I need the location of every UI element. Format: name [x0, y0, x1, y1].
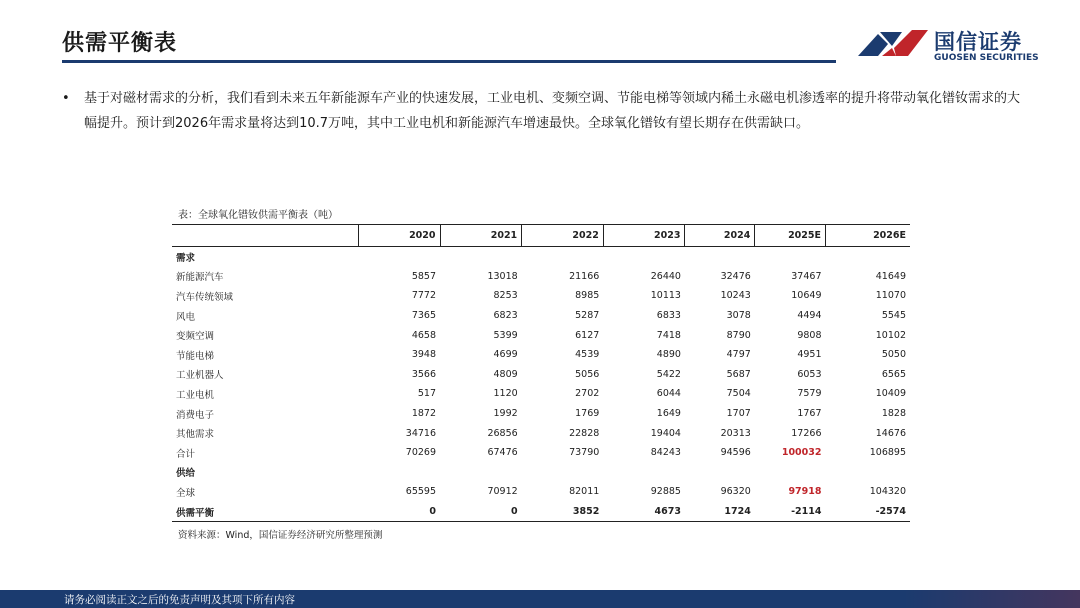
table-cell: 26440 [650, 270, 681, 282]
year-header-2020: 2020 [358, 225, 440, 247]
row-label: 变频空调 [176, 331, 215, 343]
table-cell: 9808 [797, 329, 822, 341]
table-cell: 10409 [875, 388, 906, 400]
summary-text: 基于对磁材需求的分析，我们看到未来五年新能源车产业的快速发展，工业电机、变频空调、节能电梯等领域内稀土永磁电机渗透率的提升将带动氧化镨钕需求的大幅提升。预计到2026年需求量将达到10.7万吨，其中工业电机和新能源汽车增速最快。全球氧化镨钕有望长期存在供需缺口。 [84, 91, 1021, 131]
table-cell: 97918 [788, 486, 822, 498]
table-row-total [172, 443, 910, 463]
row-label: 风电 [176, 311, 196, 323]
row-label: 其他需求 [176, 429, 215, 441]
table-cell: 5399 [493, 329, 518, 341]
table-cell: 10102 [875, 329, 906, 341]
table-cell: 4539 [575, 349, 600, 361]
table-cell: 7365 [411, 310, 437, 322]
table-cell: 65595 [405, 486, 437, 498]
year-header-2026e: 2026E [826, 225, 911, 247]
table-cell: 10243 [720, 290, 751, 302]
row-label: 工业机器人 [176, 370, 224, 382]
table-cell: 6833 [656, 310, 681, 322]
table-cell: 3948 [411, 349, 437, 361]
table-cell: 1724 [685, 502, 755, 522]
table-cell: 3852 [522, 502, 604, 522]
table-cell: 1992 [493, 408, 518, 420]
table-cell: 5056 [575, 368, 600, 380]
row-label: 新能源汽车 [176, 272, 224, 284]
table-cell: 92885 [650, 486, 681, 498]
table-cell: 5287 [575, 310, 600, 322]
table-cell: 8985 [575, 290, 600, 302]
table-cell: 11070 [875, 290, 906, 302]
row-label: 工业电机 [176, 389, 215, 401]
table-cell: 1707 [726, 408, 751, 420]
row-label: 供需平衡 [172, 502, 358, 522]
section-label: 需求 [176, 252, 196, 264]
page-title: 供需平衡表 [62, 31, 178, 56]
table-cell: 70269 [405, 447, 437, 459]
table-cell: 6053 [797, 368, 822, 380]
table-cell: 94596 [720, 447, 751, 459]
table-cell: 34716 [405, 427, 437, 439]
table-row [172, 286, 910, 306]
table-cell: 19404 [650, 427, 681, 439]
year-header-2025e: 2025E [755, 225, 826, 247]
table-cell: 7579 [797, 388, 822, 400]
year-header-2022: 2022 [522, 225, 604, 247]
table-cell: 14676 [875, 427, 906, 439]
table-cell: 5857 [411, 270, 437, 282]
section-row-supply [172, 463, 910, 483]
company-logo [856, 22, 1056, 68]
table-cell: 22828 [569, 427, 600, 439]
table-cell: 21166 [569, 270, 600, 282]
table-cell: 4809 [493, 368, 518, 380]
table-row [172, 365, 910, 385]
table-header-row [172, 225, 910, 247]
table-cell: 41649 [875, 270, 906, 282]
table-cell: 0 [358, 502, 440, 522]
table-cell: 20313 [720, 427, 751, 439]
logo-text-en: GUOSEN SECURITIES [934, 53, 1039, 63]
table-cell: 70912 [487, 486, 518, 498]
table-cell: 6823 [493, 310, 518, 322]
table-cell: 2702 [575, 388, 600, 400]
table-cell: 1769 [575, 408, 600, 420]
table-cell: 17266 [791, 427, 822, 439]
table-row [172, 306, 910, 326]
year-header-2023: 2023 [603, 225, 685, 247]
guosen-logo-icon [856, 26, 930, 64]
row-label: 全球 [176, 487, 196, 499]
supply-demand-table [172, 224, 910, 522]
table-cell: 3078 [726, 310, 751, 322]
table-cell: 1872 [411, 408, 437, 420]
table-row-balance [172, 502, 910, 522]
table-cell: 5545 [881, 310, 906, 322]
table-cell: 8790 [726, 329, 751, 341]
table-cell: 73790 [569, 447, 600, 459]
table-cell: 517 [417, 388, 437, 400]
row-label: 消费电子 [176, 409, 215, 421]
table-cell: 67476 [487, 447, 518, 459]
table-cell: 1828 [881, 408, 906, 420]
table-cell: 104320 [869, 486, 906, 498]
table-cell: 13018 [487, 270, 518, 282]
table-cell: 1767 [797, 408, 822, 420]
table-cell: 8253 [493, 290, 518, 302]
logo-text-cn: 国信证券 [934, 30, 1022, 54]
table-cell: 4673 [603, 502, 685, 522]
table-cell: 32476 [720, 270, 751, 282]
table-row-supply [172, 482, 910, 502]
footer-disclaimer: 请务必阅读正文之后的免责声明及其项下所有内容 [64, 594, 295, 606]
table-cell: 4951 [797, 349, 822, 361]
table-cell: 100032 [781, 447, 822, 459]
header-blank-cell [172, 225, 358, 247]
table-cell: 84243 [650, 447, 681, 459]
table-cell: 6127 [575, 329, 600, 341]
table-cell: 10113 [650, 290, 681, 302]
table-row [172, 267, 910, 287]
row-label: 汽车传统领域 [176, 291, 234, 303]
table-cell: 7418 [656, 329, 681, 341]
table-cell: 1649 [656, 408, 681, 420]
table-cell: 5422 [656, 368, 681, 380]
table-cell: 5687 [726, 368, 751, 380]
table-source: 资料来源：Wind，国信证券经济研究所整理预测 [178, 530, 383, 541]
table-cell: 4658 [411, 329, 437, 341]
row-label: 节能电梯 [176, 350, 215, 362]
year-header-2024: 2024 [685, 225, 755, 247]
table-cell: 4797 [726, 349, 751, 361]
table-cell: 6044 [656, 388, 681, 400]
table-cell: 7772 [411, 290, 437, 302]
table-cell: 7504 [726, 388, 751, 400]
summary-bullet [62, 86, 1028, 136]
table-cell: 3566 [411, 368, 437, 380]
year-header-2021: 2021 [440, 225, 522, 247]
table-cell: 4494 [797, 310, 822, 322]
footer-accent [904, 590, 1080, 608]
table-cell: 6565 [881, 368, 906, 380]
table-cell: 4699 [493, 349, 518, 361]
table-row [172, 325, 910, 345]
table-cell: 82011 [569, 486, 600, 498]
table-cell: 1120 [493, 388, 518, 400]
table-cell: 5050 [881, 349, 906, 361]
table-cell: 96320 [720, 486, 751, 498]
table-cell: 4890 [656, 349, 681, 361]
table-cell: -2574 [826, 502, 911, 522]
table-row [172, 384, 910, 404]
table-row [172, 345, 910, 365]
table-row [172, 404, 910, 424]
table-caption: 表：全球氧化镨钕供需平衡表（吨） [178, 210, 338, 221]
section-row-demand [172, 247, 910, 267]
section-label: 供给 [176, 468, 196, 480]
title-underline [62, 60, 836, 63]
bullet-marker: • [62, 91, 70, 106]
table-cell: 0 [440, 502, 522, 522]
table-cell: 106895 [869, 447, 906, 459]
table-row [172, 423, 910, 443]
table-cell: 37467 [791, 270, 822, 282]
table-cell: 10649 [791, 290, 822, 302]
row-label: 合计 [176, 448, 196, 460]
table-cell: 26856 [487, 427, 518, 439]
table-cell: -2114 [755, 502, 826, 522]
